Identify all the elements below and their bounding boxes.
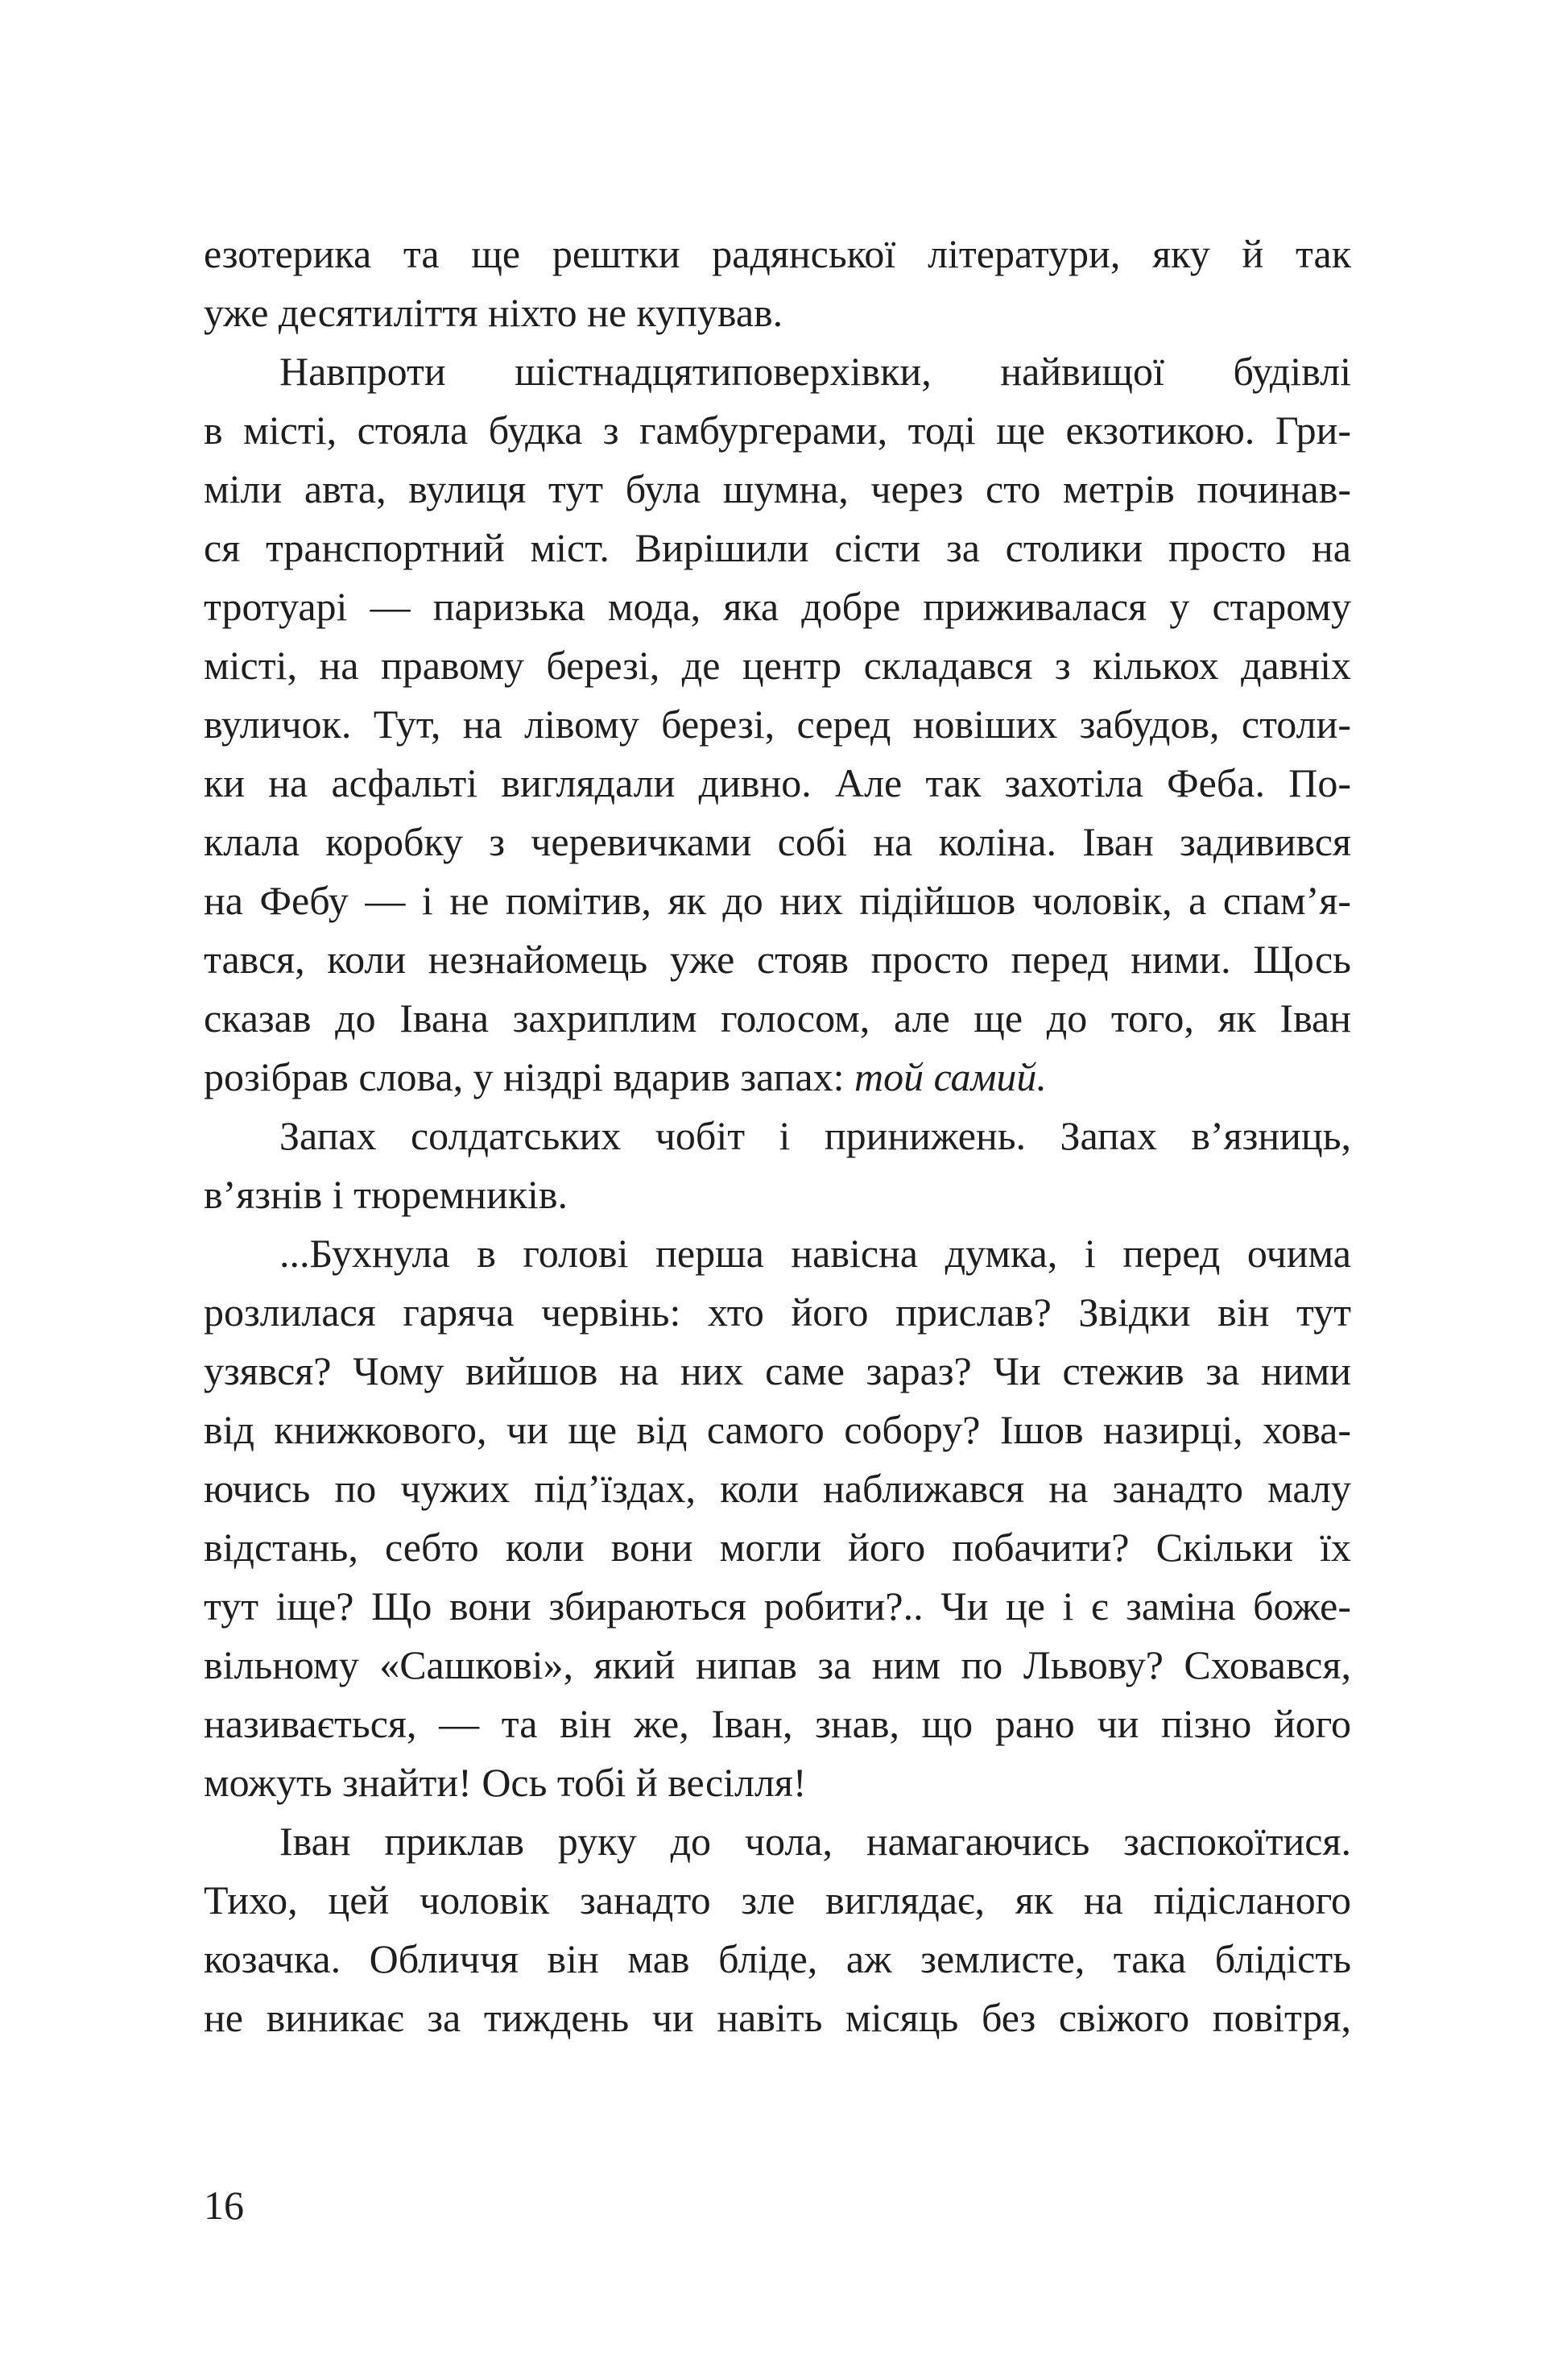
- line-text: розлилася гаряча червінь: хто його прислав? Звідки він тут: [204, 1289, 1351, 1335]
- line-text: ...Бухнула в голові перша навісна думка, і перед очима: [279, 1231, 1351, 1276]
- line-text: на Фебу — і не помітив, як до них підійшов чоловік, а спам’я-: [204, 878, 1351, 923]
- text-line: [204, 225, 1351, 284]
- text-line: [204, 1401, 1351, 1459]
- text-line: [204, 1342, 1351, 1401]
- text-line: [204, 1518, 1351, 1577]
- line-text: називається, — та він же, Іван, знав, що рано чи пізно його: [204, 1701, 1351, 1746]
- line-text: відстань, себто коли вони могли його побачити? Скільки їх: [204, 1525, 1351, 1570]
- text-line: [204, 1459, 1351, 1518]
- text-line: [204, 1930, 1351, 1989]
- text-line: [204, 1577, 1351, 1636]
- line-text: Запах солдатських чобіт і принижень. Запах в’язниць,: [279, 1113, 1351, 1158]
- text-line: [204, 1048, 1351, 1107]
- text-line: [204, 401, 1351, 460]
- text-line: [204, 1165, 1351, 1224]
- text-line: [204, 1989, 1351, 2047]
- line-text: ки на асфальті виглядали дивно. Але так захотіла Феба. По-: [204, 760, 1351, 805]
- line-text: від книжкового, чи ще від самого собору? Ішов назирці, хова-: [204, 1407, 1351, 1452]
- text-line: [204, 871, 1351, 930]
- page-body: [204, 225, 1351, 2047]
- text-line: [204, 1107, 1351, 1165]
- text-line: [204, 342, 1351, 401]
- line-text: тротуарі — паризька мода, яка добре приживалася у старому: [204, 584, 1351, 629]
- line-text: ся транспортний міст. Вирішили сісти за столики просто на: [204, 525, 1351, 570]
- line-text: клала коробку з черевичками собі на коліна. Іван задивився: [204, 819, 1351, 864]
- text-line: [204, 813, 1351, 871]
- text-line: [204, 754, 1351, 813]
- line-text: тут іще? Що вони збираються робити?.. Чи це і є заміна боже-: [204, 1583, 1351, 1629]
- line-text: в місті, стояла будка з гамбургерами, тоді ще екзотикою. Гри-: [204, 408, 1351, 453]
- italic-text: той самий.: [854, 1054, 1047, 1099]
- line-text: тався, коли незнайомець уже стояв просто перед ними. Щось: [204, 937, 1351, 982]
- text-line: [204, 1812, 1351, 1871]
- line-text: езотерика та ще рештки радянської літератури, яку й так: [204, 231, 1351, 276]
- text-line: [204, 1224, 1351, 1283]
- text-line: [204, 460, 1351, 519]
- line-text: узявся? Чому вийшов на них саме зараз? Чи стежив за ними: [204, 1348, 1351, 1393]
- line-text: Навпроти шістнадцятиповерхівки, найвищої будівлі: [279, 349, 1351, 394]
- line-text: козачка. Обличчя він мав бліде, аж землисте, така блідість: [204, 1936, 1351, 1981]
- line-text: сказав до Івана захриплим голосом, але ще до того, як Іван: [204, 995, 1351, 1041]
- line-text: можуть знайти! Ось тобі й весілля!: [204, 1760, 807, 1805]
- line-text: місті, на правому березі, де центр складався з кількох давніх: [204, 643, 1351, 688]
- page-number: 16: [204, 2183, 244, 2228]
- line-text: в’язнів і тюремників.: [204, 1172, 568, 1217]
- text-line: [204, 989, 1351, 1048]
- text-line: [204, 519, 1351, 577]
- line-text: Іван приклав руку до чола, намагаючись заспокоїтися.: [279, 1819, 1351, 1864]
- line-text: ючись по чужих під’їздах, коли наближався на занадто малу: [204, 1466, 1351, 1511]
- text-line: [204, 1636, 1351, 1695]
- text-line: [204, 1871, 1351, 1930]
- line-text: Тихо, цей чоловік занадто зле виглядає, як на підісланого: [204, 1877, 1351, 1923]
- line-text: вуличок. Тут, на лівому березі, серед новіших забудов, столи-: [204, 702, 1351, 747]
- line-text: не виникає за тиждень чи навіть місяць без свіжого повітря,: [204, 1995, 1351, 2040]
- text-line: [204, 636, 1351, 695]
- text-line: [204, 930, 1351, 989]
- line-text: розібрав слова, у ніздрі вдарив запах:: [204, 1054, 854, 1099]
- line-text: міли авта, вулиця тут була шумна, через сто метрів починав-: [204, 466, 1351, 511]
- text-line: [204, 577, 1351, 636]
- text-line: [204, 1283, 1351, 1342]
- text-line: [204, 284, 1351, 342]
- text-line: [204, 1753, 1351, 1812]
- text-line: [204, 695, 1351, 754]
- text-line: [204, 1695, 1351, 1753]
- line-text: уже десятиліття ніхто не купував.: [204, 290, 783, 335]
- line-text: вільному «Сашкові», який нипав за ним по Львову? Сховався,: [204, 1642, 1351, 1687]
